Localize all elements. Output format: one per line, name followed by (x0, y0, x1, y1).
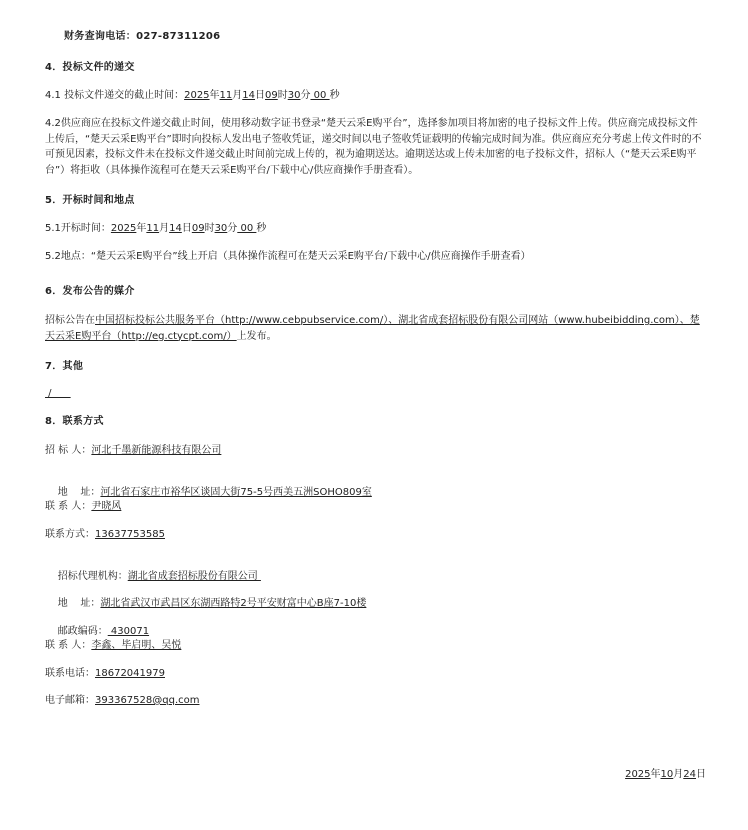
s6-paragraph (45, 313, 700, 344)
phone-2-row (45, 667, 165, 681)
unit-hour: 时 (277, 90, 288, 101)
s6-suffix: 上发布。 (236, 330, 277, 342)
s4-second: 00 (310, 90, 330, 101)
s4-minute: 30 (287, 90, 301, 101)
tenderer-label: 招 标 人： (45, 445, 92, 456)
unit-month: 月 (159, 223, 170, 234)
tenderer-value: 河北千墨新能源科技有限公司 (91, 445, 222, 456)
date-year: 2025 (625, 769, 651, 780)
section-7-title: 7．其他 (45, 361, 84, 372)
document-date (625, 768, 706, 782)
agency-label: 招标代理机构： (57, 571, 128, 582)
unit-minute: 分 (227, 223, 238, 234)
finance-phone: 财务查询电话：027-87311206 (64, 31, 221, 42)
phone-1-label: 联系方式： (45, 529, 95, 540)
unit-hour: 时 (204, 223, 215, 234)
s4-deadline-label: 4.1 投标文件递交的截止时间： (45, 90, 185, 101)
unit-year: 年 (650, 769, 661, 780)
unit-day: 日 (255, 90, 266, 101)
date-day: 24 (683, 769, 696, 780)
email-label: 电子邮箱： (45, 695, 95, 706)
s4-hour: 09 (265, 90, 278, 101)
contact-1-label: 联 系 人： (45, 501, 92, 512)
address-2-value: 湖北省武汉市武昌区东湖西路特2号平安财富中心B座7-10楼 (100, 598, 367, 609)
unit-second: 秒 (256, 223, 267, 234)
section-8-title: 8．联系方式 (45, 416, 104, 427)
phone-1-value: 13637753585 (95, 529, 165, 540)
contact-2-row (45, 639, 181, 653)
unit-second: 秒 (329, 90, 340, 101)
s4-deadline (45, 89, 340, 103)
postcode-value: 430071 (107, 626, 150, 637)
unit-day: 日 (181, 223, 192, 234)
s5-location: 5.2地点：“楚天云采E购平台”线上开启（具体操作流程可在楚天云采E购平台/下载中心/供应商操作手册查看） (45, 251, 531, 262)
section-5-title: 5．开标时间和地点 (45, 195, 135, 206)
unit-year: 年 (209, 90, 220, 101)
s7-content: / (45, 388, 71, 399)
unit-year: 年 (136, 223, 147, 234)
contact-1-value: 尹晓风 (91, 501, 122, 512)
unit-month: 月 (673, 769, 684, 780)
contact-1-row (45, 500, 121, 514)
section-6-title: 6．发布公告的媒介 (45, 286, 135, 297)
s4-day: 14 (242, 90, 256, 101)
phone-2-value: 18672041979 (95, 668, 165, 679)
unit-month: 月 (232, 90, 243, 101)
phone-1-row (45, 528, 165, 542)
s5-second: 00 (237, 223, 257, 234)
s5-minute: 30 (214, 223, 228, 234)
s5-year: 2025 (110, 223, 137, 234)
s4-year: 2025 (184, 90, 210, 101)
contact-2-label: 联 系 人： (45, 640, 92, 651)
unit-minute: 分 (300, 90, 311, 101)
address-2-label: 地 址： (57, 598, 101, 609)
s6-prefix: 招标公告在 (45, 315, 95, 326)
section-4-title: 4．投标文件的递交 (45, 62, 135, 73)
s4-month: 11 (219, 90, 233, 101)
email-row (45, 694, 200, 708)
agency-value: 湖北省成套招标股份有限公司 (127, 571, 261, 582)
s4-paragraph: 4.2供应商应在投标文件递交截止时间，使用移动数字证书登录“楚天云采E购平台”，选择参加项目将加密的电子投标文件上传。供应商完成投标文件上传后，“楚天云采E购平台”即时向投标人发出电子签收凭证，递交时间以电子签收凭证载明的传输完成时间为准。供应商应充分考虑上传文件时的不可预见因素，投标文件未在投标文件递交截止时间前完成上传的，视为逾期送达。逾期送达或上传未加密的电子投标文件，招标人（“楚天云采E购平台”）将拒收（具体操作流程可在楚天云采E购平台/下载中心/供应商操作手册查看）。 (45, 118, 702, 176)
unit-day: 日 (696, 769, 706, 780)
s5-hour: 09 (191, 223, 205, 234)
address-1-value: 河北省石家庄市裕华区谈固大街75-5号西美五洲SOHO809室 (100, 487, 372, 498)
contact-2-value: 李鑫、毕启明、吴悦 (91, 640, 182, 651)
s5-day: 14 (169, 223, 182, 234)
phone-2-label: 联系电话： (45, 668, 95, 679)
address-1-label: 地 址： (57, 487, 101, 498)
s6-platform-links[interactable]: 中国招标投标公共服务平台（http://www.cebpubservice.com/）、湖北省成套招标股份有限公司网站（www.hubeibidding.com）、楚天云采E购平台（http://eg.ctycpt.com/） (45, 315, 700, 342)
postcode-label: 邮政编码： (57, 626, 108, 637)
tenderer-row (45, 444, 221, 458)
date-month: 10 (660, 769, 674, 780)
s5-time-label: 5.1开标时间： (45, 223, 111, 234)
s5-month: 11 (146, 223, 160, 234)
s5-opening-time (45, 222, 266, 236)
email-value[interactable]: 393367528@qq.com (95, 695, 200, 706)
